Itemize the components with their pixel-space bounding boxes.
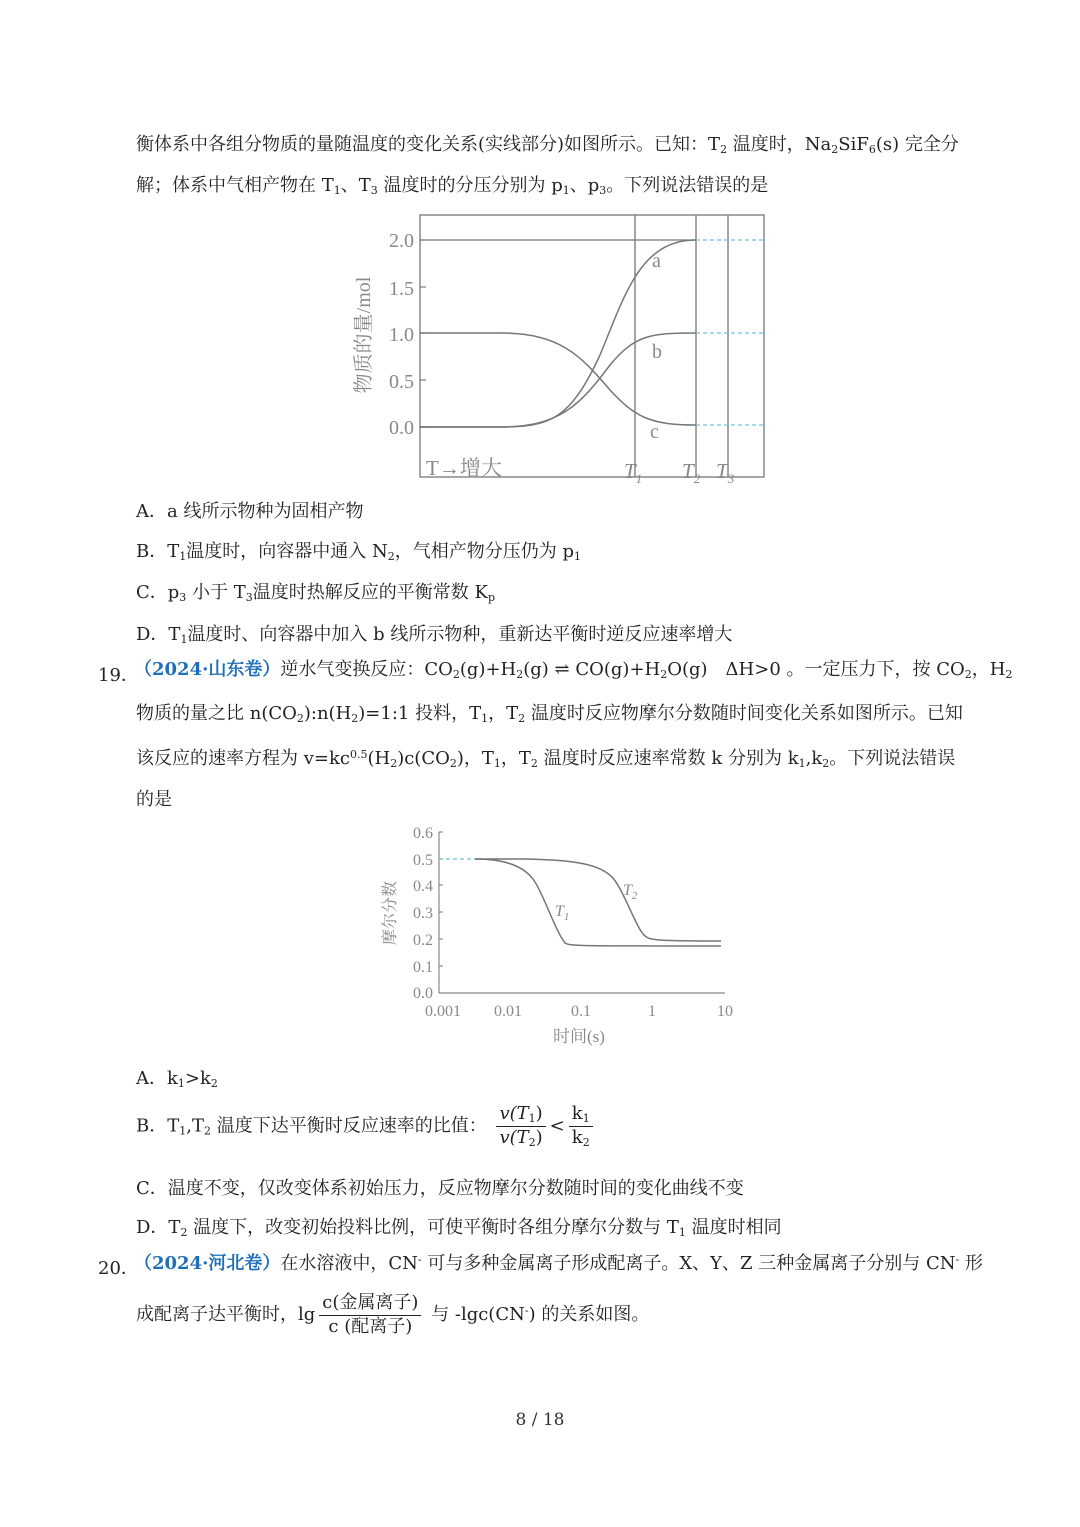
page-number: 8 / 18 <box>515 1410 565 1430</box>
q18-option-b: B．$T_1$温度时，向容器中通入 $N_2$，气相产物分压仍为 $p_1$ <box>136 541 581 563</box>
c1-ylabel: 物质的量/mol <box>353 276 375 394</box>
c2-xlabel: 时间(s) <box>553 1027 605 1046</box>
c1-label-a: a <box>652 250 661 272</box>
c2-ytick: 0.1 <box>413 959 433 976</box>
q19-number: 19． <box>98 665 139 686</box>
c2-xtick: 1 <box>648 1003 656 1020</box>
c2-series-t1 <box>475 859 721 946</box>
q19-option-c: C．温度不变，仅改变体系初始压力，反应物摩尔分数随时间的变化曲线不变 <box>136 1178 744 1199</box>
q18-option-c: C．$p_3$ 小于 $T_3$温度时热解反应的平衡常数 $K_p$ <box>136 582 495 604</box>
q19-option-a: A．$k_1>k_2$ <box>136 1068 218 1090</box>
q19-line-2: 物质的量之比 $n(CO_2):n(H_2)=1:1$ 投料，$T_1$，$T_2$ 温度时反应物摩尔分数随时间变化关系如图所示。已知 <box>136 703 963 725</box>
q19-line-3: 该反应的速率方程为 $v=kc^{0.5}(H_2)c(CO_2)$，$T_1$，$T_2$ 温度时反应速率常数 k 分别为 $k_1,k_2$。下列说法错误 <box>136 748 956 770</box>
q19-line-1: （2024·山东卷）逆水气变换反应：$CO_2(g)+H_2(g)$ ⇌ $CO(g)+H_2O(g)$ ΔH>0 。一定压力下，按 $CO_2$，$H_2$ <box>134 659 1013 681</box>
intro-line-1: 衡体系中各组分物质的量随温度的变化关系(实线部分)如图所示。已知：$T_2$ 温度时，$Na_2SiF_6(s)$ 完全分 <box>136 134 959 156</box>
intro-line-2: 解；体系中气相产物在 $T_1$、$T_3$ 温度时的分压分别为 $p_1$、$p_3$。下列说法错误的是 <box>136 175 769 197</box>
c1-t1-label: $T_1$ <box>624 459 643 486</box>
q20-line-1: （2024·河北卷）在水溶液中，CN- 可与多种金属离子形成配离子。X、Y、Z 三种金属离子分别与 CN- 形 <box>134 1253 983 1274</box>
c2-xtick: 0.01 <box>494 1003 522 1020</box>
c2-ytick: 0.2 <box>413 932 433 949</box>
c2-xtick: 10 <box>717 1003 733 1020</box>
c1-xlabel: T→增大 <box>426 456 502 480</box>
c2-t1-label: $T_1$ <box>555 903 570 923</box>
q18-option-d: D．$T_1$温度时、向容器中加入 b 线所示物种，重新达平衡时逆反应速率增大 <box>136 624 733 646</box>
c1-ytick: 0.0 <box>389 417 414 439</box>
c2-t2-label: $T_2$ <box>623 882 638 902</box>
c2-xtick: 0.001 <box>425 1003 461 1020</box>
c2-ytick: 0.3 <box>413 905 433 922</box>
c2-ytick: 0.4 <box>413 878 433 895</box>
c2-ytick: 0.6 <box>413 825 433 842</box>
c2-xtick: 0.1 <box>571 1003 591 1020</box>
c1-t3-label: $T_3$ <box>716 459 735 486</box>
q20-number: 20． <box>98 1258 139 1279</box>
q18-option-a: A．a 线所示物种为固相产物 <box>136 501 364 522</box>
q19-line-4: 的是 <box>136 789 172 810</box>
c2-ylabel: 摩尔分数 <box>382 880 399 946</box>
c1-label-b: b <box>652 341 662 363</box>
c2-ytick: 0.0 <box>413 985 433 1002</box>
c1-ytick: 1.0 <box>389 324 414 346</box>
lg-fraction: $\frac{\text{c(金属离子)}}{\text{c (配离子)}}$ <box>319 1292 421 1338</box>
c2-series-t2 <box>475 859 721 941</box>
c1-t2-label: $T_2$ <box>682 459 701 486</box>
chart-2 <box>375 818 755 1050</box>
q19-option-b: B．$T_1,T_2$ 温度下达平衡时反应速率的比值： $\frac{v(T_1)}{v(T_2)}$ < $\frac{k_1}{k_2}$ <box>136 1103 597 1150</box>
c2-ytick: 0.5 <box>413 852 433 869</box>
c1-label-c: c <box>650 421 659 443</box>
chart-1 <box>340 205 780 490</box>
rate-ratio-fraction: $\frac{v(T_1)}{v(T_2)}$ <box>496 1103 545 1150</box>
q19-option-d: D．$T_2$ 温度下，改变初始投料比例，可使平衡时各组分摩尔分数与 $T_1$ 温度时相同 <box>136 1217 782 1239</box>
k-ratio-fraction: $\frac{k_1}{k_2}$ <box>569 1103 593 1150</box>
c1-ytick: 0.5 <box>389 371 414 393</box>
c1-frame <box>420 215 764 477</box>
c1-ytick: 2.0 <box>389 230 414 252</box>
c1-ytick: 1.5 <box>389 278 414 300</box>
q20-line-2: 成配离子达平衡时，lg $\frac{\text{c(金属离子)}}{\text{c (配离子)}}$ 与 -lgc(CN-) 的关系如图。 <box>136 1292 650 1337</box>
